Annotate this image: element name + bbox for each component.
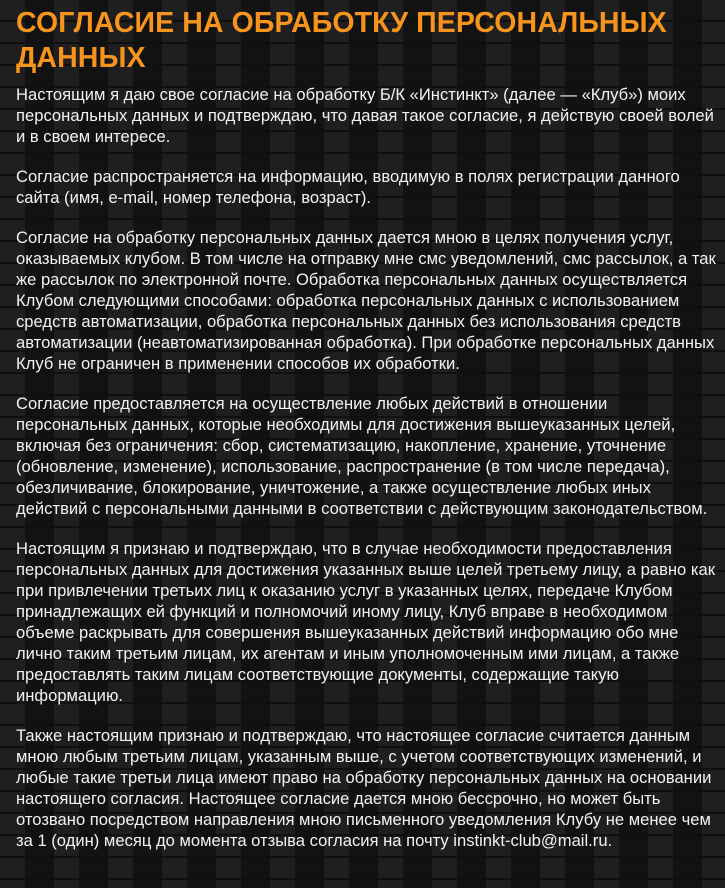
page-title: СОГЛАСИЕ НА ОБРАБОТКУ ПЕРСОНАЛЬНЫХ ДАННЫХ	[16, 7, 667, 74]
consent-paragraph-3: Согласие на обработку персональных данных дается мною в целях получения услуг, оказываемых клубом. В том числе на отправку мне смс уведомлений, смс рассылок, а так же рассылок по электронной почте. Обработка персональных данных осуществляется Клубом следующими способами: обработка персональных данных с использованием средств автоматизации, обработка персональных данных без использования средств автоматизации (неавтоматизированная обработка). При обработке персональных данных Клуб не ограничен в применении способов их обработки.	[16, 228, 716, 373]
consent-paragraph-4: Согласие предоставляется на осуществление любых действий в отношении персональных данных, которые необходимы для достижения вышеуказанных целей, включая без ограничения: сбор, систематизацию, накопление, хранение, уточнение (обновление, изменение), использование, распространение (в том числе передача), обезличивание, блокирование, уничтожение, а также осуществление любых иных действий с персональными данными в соответствии с действующим законодательством.	[16, 394, 708, 518]
consent-paragraph-6: Также настоящим признаю и подтверждаю, что настоящее согласие считается данным мною любым третьим лицам, указанным выше, с учетом соответствующих изменений, и любые такие третьи лица имеют право на обработку персональных данных на основании настоящего согласия. Настоящее согласие дается мною бессрочно, но может быть отозвано посредством направления мною письменного уведомления Клубу не менее чем за 1 (один) месяц до момента отзыва согласия на почту instinkt-club@mail.ru.	[16, 726, 712, 850]
consent-paragraph-1: Настоящим я даю свое согласие на обработку Б/К «Инстинкт» (далее — «Клуб») моих персональных данных и подтверждаю, что давая такое согласие, я действую своей волей и в своем интересе.	[16, 85, 714, 146]
consent-paragraph-5: Настоящим я признаю и подтверждаю, что в случае необходимости предоставления персональных данных для достижения указанных выше целей третьему лицу, а равно как при привлечении третьих лиц к оказанию услуг в указанных целях, передаче Клубом принадлежащих ей функций и полномочий иному лицу, Клуб вправе в необходимом объеме раскрывать для совершения вышеуказанных действий информацию обо мне лично таким третьим лицам, их агентам и иным уполномоченным ими лицам, а также предоставлять таким лицам соответствующие документы, содержащие такую информацию.	[16, 539, 716, 705]
consent-paragraph-2: Согласие распространяется на информацию, вводимую в полях регистрации данного сайта (имя, e-mail, номер телефона, возраст).	[16, 167, 680, 207]
consent-document	[16, 6, 716, 870]
